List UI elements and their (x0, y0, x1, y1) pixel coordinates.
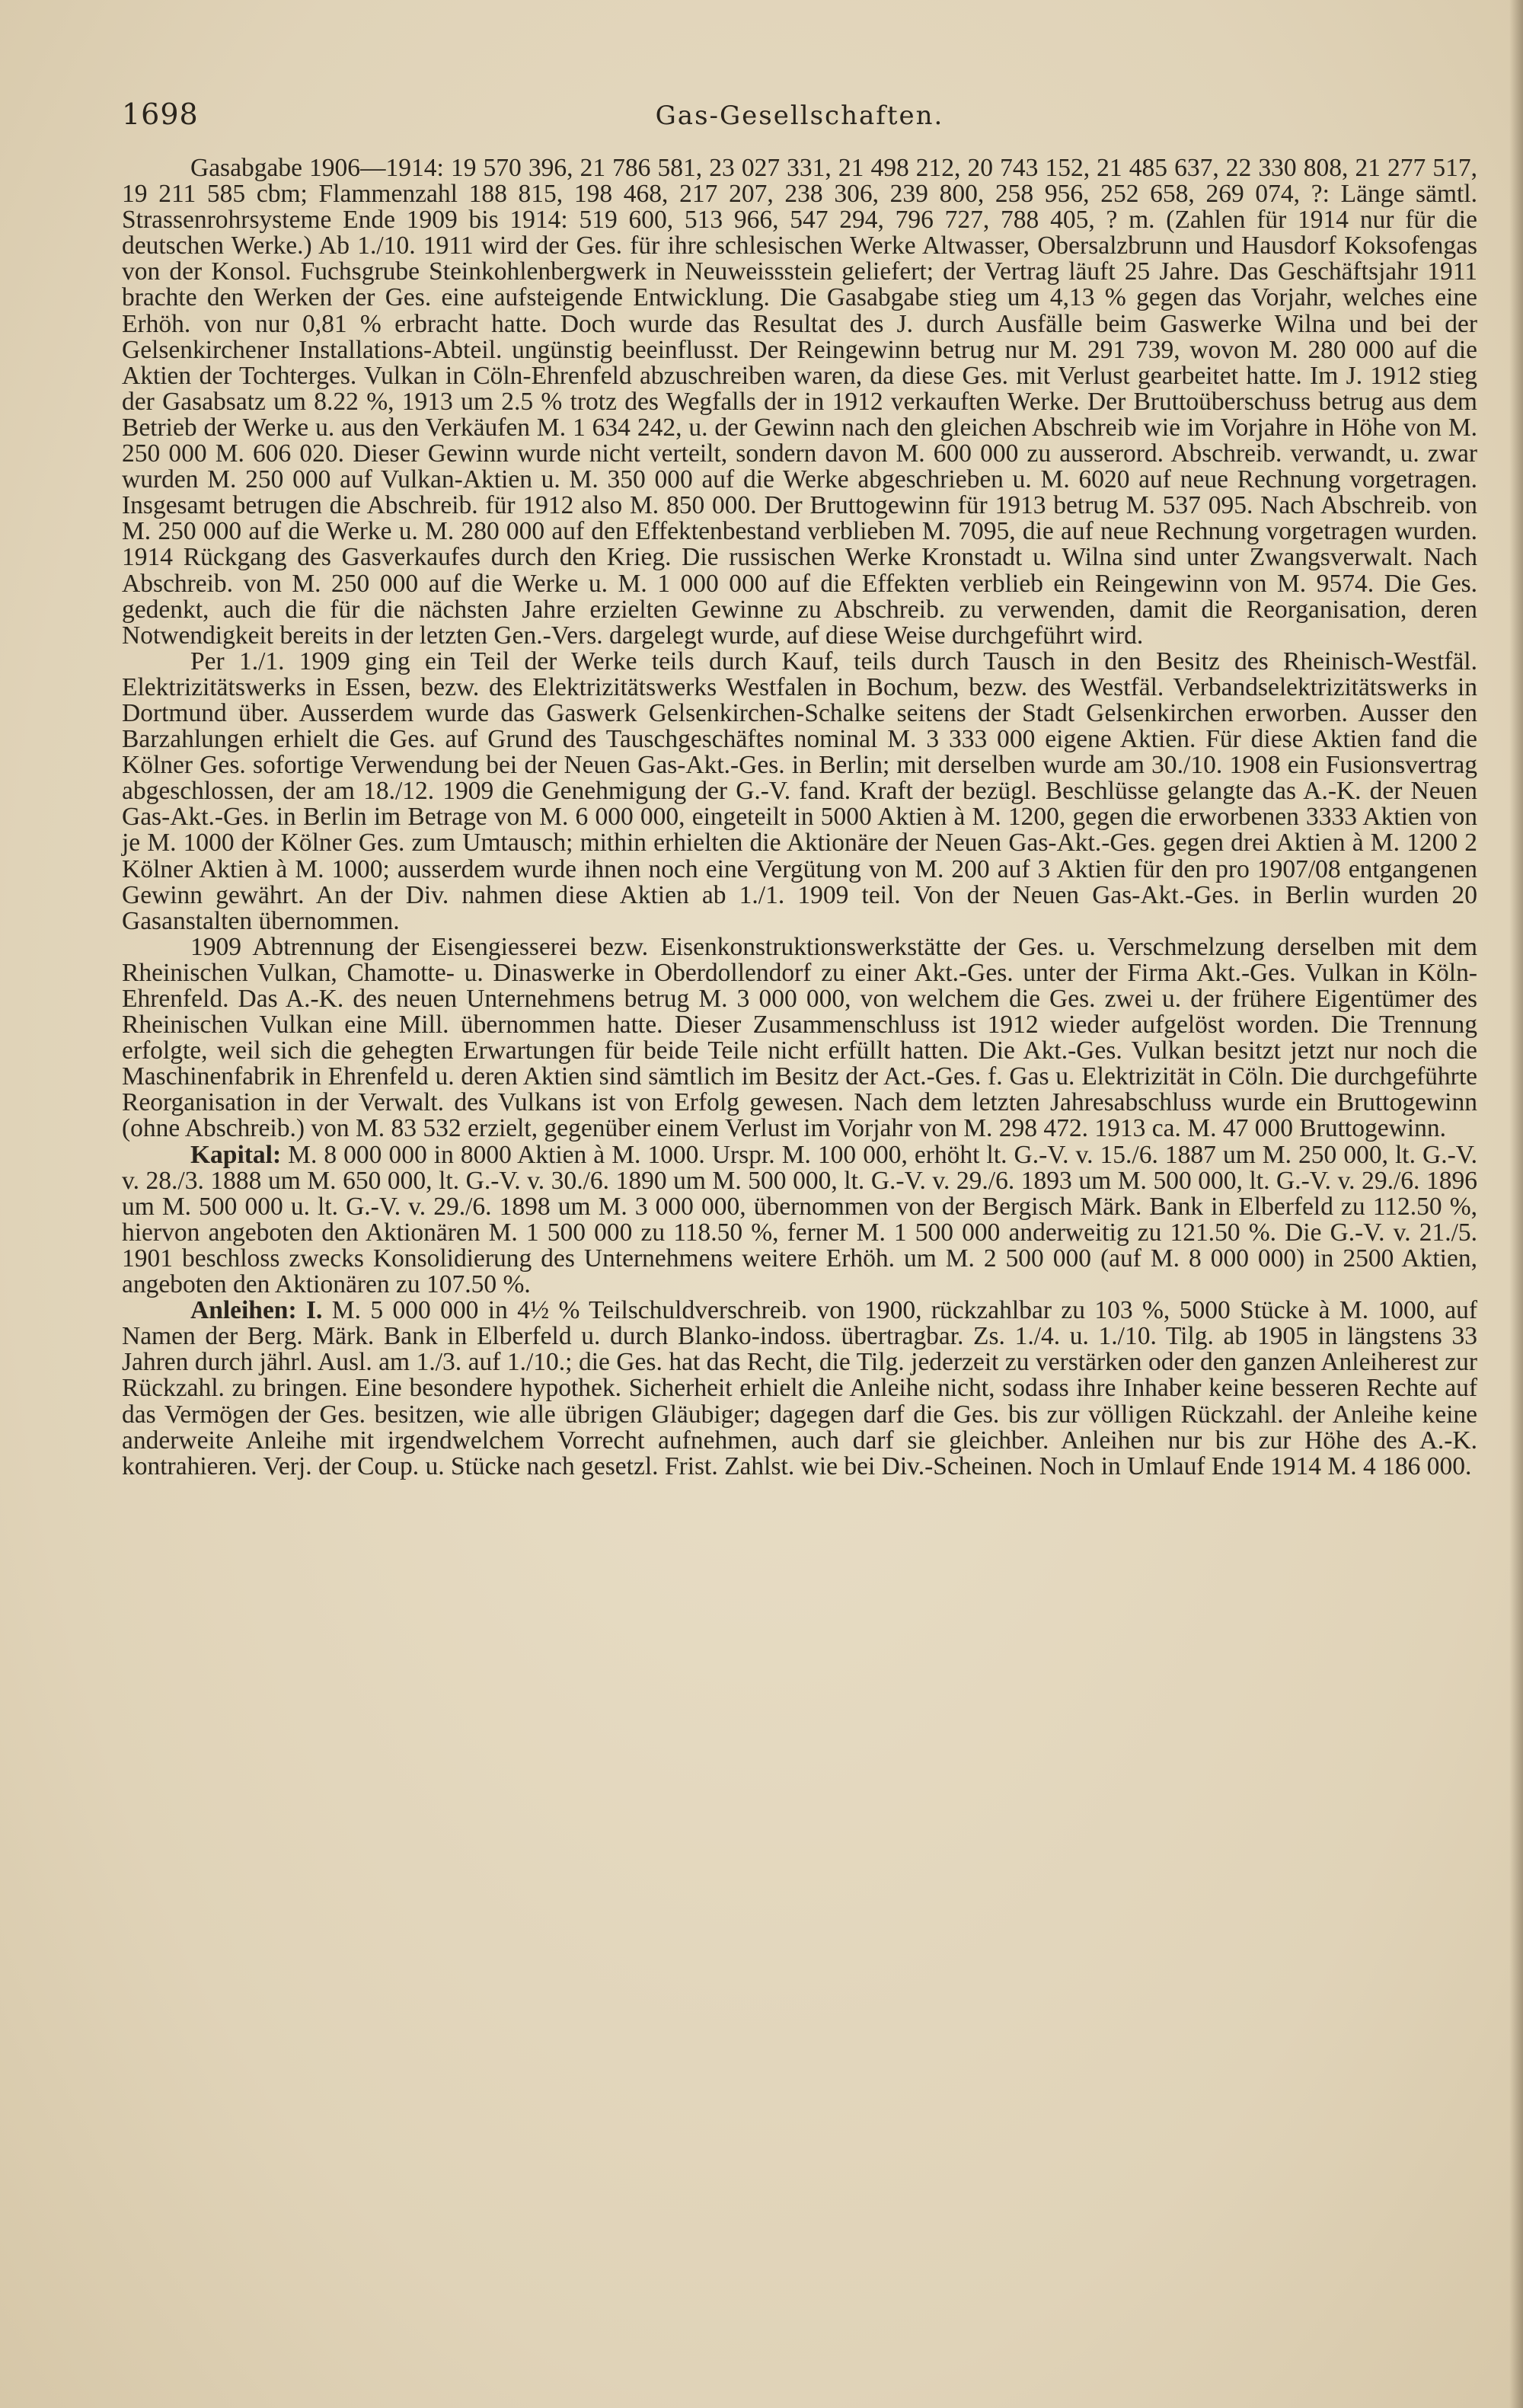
page-number: 1698 (122, 97, 199, 131)
running-title: Gas-Gesellschaften. (655, 101, 944, 131)
kapital-text: M. 8 000 000 in 8000 Aktien à M. 1000. Urspr. M. 100 000, erhöht lt. G.-V. v. 15./6. 1887 um M. 250 000, lt. G.-V. v. 28./3. 1888 um M. 650 000, lt. G.-V. v. 30./6. 1890 um M. 500 000, lt. G.-V. v. 29./6. 1893 um M. 500 000, lt. G.-V. v. 29./6. 1896 um M. 500 000 u. lt. G.-V. v. 29./6. 1898 um M. 3 000 000, übernommen von der Bergisch Märk. Bank in Elberfeld zu 112.50 %, hiervon angeboten den Aktionären M. 1 500 000 zu 118.50 %, ferner M. 1 500 000 anderweitig zu 121.50 %. Die G.-V. v. 21./5. 1901 beschloss zwecks Konsolidierung des Unternehmens weitere Erhöh. um M. 2 500 000 (auf M. 8 000 000) in 2500 Aktien, angeboten den Aktionären zu 107.50 %. (122, 1140, 1477, 1299)
paragraph-kapital (122, 1142, 1477, 1298)
paragraph-vulkan: 1909 Abtrennung der Eisengiesserei bezw. Eisenkonstruktionswerkstätte der Ges. u. Verschmelzung derselben mit dem Rheinischen Vulkan, Chamotte- u. Dinaswerke in Oberdollendorf zu einer Akt.-Ges. unter der Firma Akt.-Ges. Vulkan in Köln-Ehrenfeld. Das A.-K. des neuen Unternehmens betrug M. 3 000 000, von welchem die Ges. zwei u. der frühere Eigentümer des Rheinischen Vulkan eine Mill. übernommen hatte. Dieser Zusammenschluss ist 1912 wieder aufgelöst worden. Die Trennung erfolgte, weil sich die gehegten Erwartungen für beide Teile nicht erfüllt hatten. Die Akt.-Ges. Vulkan besitzt jetzt nur noch die Maschinenfabrik in Ehrenfeld u. deren Aktien sind sämtlich im Besitz der Act.-Ges. f. Gas u. Elektrizität in Cöln. Die durchgeführte Reorganisation in der Verwalt. des Vulkans ist von Erfolg gewesen. Nach dem letzten Jahresabschluss wurde ein Bruttogewinn (ohne Abschreib.) von M. 83 532 erzielt, gegenüber einem Verlust im Vorjahr von M. 298 472. 1913 ca. M. 47 000 Bruttogewinn. (122, 932, 1477, 1143)
kapital-label: Kapital: (190, 1140, 282, 1169)
paragraph-anleihen (122, 1298, 1477, 1480)
paragraph-gas-output: Gasabgabe 1906—1914: 19 570 396, 21 786 581, 23 027 331, 21 498 212, 20 743 152, 21 485 637, 22 330 808, 21 277 517, 19 211 585 cbm; Flammenzahl 188 815, 198 468, 217 207, 238 306, 239 800, 258 956, 252 658, 269 074, ?: Länge sämtl. Strassenrohrsysteme Ende 1909 bis 1914: 519 600, 513 966, 547 294, 796 727, 788 405, ? m. (Zahlen für 1914 nur für die deutschen Werke.) Ab 1./10. 1911 wird der Ges. für ihre schlesischen Werke Altwasser, Obersalzbrunn und Hausdorf Koksofengas von der Konsol. Fuchsgrube Steinkohlenbergwerk in Neuweissstein geliefert; der Vertrag läuft 25 Jahre. Das Geschäftsjahr 1911 brachte den Werken der Ges. eine aufsteigende Entwicklung. Die Gasabgabe stieg um 4,13 % gegen das Vorjahr, welches eine Erhöh. von nur 0,81 % erbracht hatte. Doch wurde das Resultat des J. durch Ausfälle beim Gaswerke Wilna und bei der Gelsenkirchener Installations-Abteil. ungünstig beeinflusst. Der Reingewinn betrug nur M. 291 739, wovon M. 280 000 auf die Aktien der Tochterges. Vulkan in Cöln-Ehrenfeld abzuschreiben waren, da diese Ges. mit Verlust gearbeitet hatte. Im J. 1912 stieg der Gasabsatz um 8.22 %, 1913 um 2.5 % trotz des Wegfalls der in 1912 verkauften Werke. Der Bruttoüberschuss betrug aus dem Betrieb der Werke u. aus den Verkäufen M. 1 634 242, u. der Gewinn nach den gleichen Abschreib wie im Vorjahre in Höhe von M. 250 000 M. 606 020. Dieser Gewinn wurde nicht verteilt, sondern davon M. 600 000 zu ausserord. Abschreib. verwandt, u. zwar wurden M. 250 000 auf Vulkan-Aktien u. M. 350 000 auf die Werke abgeschrieben u. M. 6020 auf neue Rechnung vorgetragen. Insgesamt betrugen die Abschreib. für 1912 also M. 850 000. Der Bruttogewinn für 1913 betrug M. 537 095. Nach Abschreib. von M. 250 000 auf die Werke u. M. 280 000 auf den Effektenbestand verblieben M. 7095, die auf neue Rechnung vorgetragen wurden. 1914 Rückgang des Gasverkaufes durch den Krieg. Die russischen Werke Kronstadt u. Wilna sind unter Zwangsverwalt. Nach Abschreib. von M. 250 000 auf die Werke u. M. 1 000 000 auf die Effekten verblieb ein Reingewinn von M. 9574. Die Ges. gedenkt, auch die für die nächsten Jahre erzielten Gewinne zu Abschreib. zu verwenden, damit die Reorganisation, deren Notwendigkeit bereits in der letzten Gen.-Vers. dargelegt wurde, auf diese Weise durchgeführt wird. (122, 154, 1477, 650)
body-text (122, 155, 1477, 1480)
page-edge-shadow (1509, 0, 1523, 2408)
anleihen-text: M. 5 000 000 in 4½ % Teilschuldverschreib. von 1900, rückzahlbar zu 103 %, 5000 Stücke à M. 1000, auf Namen der Berg. Märk. Bank in Elberfeld u. durch Blanko-indoss. übertragbar. Zs. 1./4. u. 1./10. Tilg. ab 1905 in längstens 33 Jahren durch jährl. Ausl. am 1./3. auf 1./10.; die Ges. hat das Recht, die Tilg. jederzeit zu verstärken oder den ganzen Anleiherest zur Rückzahl. zu bringen. Eine besondere hypothek. Sicherheit erhielt die Anleihe nicht, sodass ihre Inhaber keine besseren Rechte auf das Vermögen der Ges. besitzen, wie alle übrigen Gläubiger; dagegen darf die Ges. bis zur völligen Rückzahl. der Anleihe keine anderweite Anleihe mit irgendwelchem Vorrecht aufnehmen, auch darf sie gleichber. Anleihen nur bis zur Höhe des A.-K. kontrahieren. Verj. der Coup. u. Stücke nach gesetzl. Frist. Zahlst. wie bei Div.-Scheinen. Noch in Umlauf Ende 1914 M. 4 186 000. (122, 1296, 1477, 1480)
paragraph-exchange-1909: Per 1./1. 1909 ging ein Teil der Werke teils durch Kauf, teils durch Tausch in den Besitz des Rheinisch-Westfäl. Elektrizitätswerks in Essen, bezw. des Elektrizitätswerks Westfalen in Bochum, bezw. des Westfäl. Verbandselektrizitätswerks in Dortmund über. Ausserdem wurde das Gaswerk Gelsenkirchen-Schalke seitens der Stadt Gelsenkirchen erworben. Ausser den Barzahlungen erhielt die Ges. auf Grund des Tauschgeschäftes nominal M. 3 333 000 eigene Aktien. Für diese Aktien fand die Kölner Ges. sofortige Verwendung bei der Neuen Gas-Akt.-Ges. in Berlin; mit derselben wurde am 30./10. 1908 ein Fusionsvertrag abgeschlossen, der am 18./12. 1909 die Genehmigung der G.-V. fand. Kraft der bezügl. Beschlüsse gelangte das A.-K. der Neuen Gas-Akt.-Ges. in Berlin im Betrage von M. 6 000 000, eingeteilt in 5000 Aktien à M. 1200, gegen die erworbenen 3333 Aktien von je M. 1000 der Kölner Ges. zum Umtausch; mithin erhielten die Aktionäre der Neuen Gas-Akt.-Ges. gegen drei Aktien à M. 1200 2 Kölner Aktien à M. 1000; ausserdem wurde ihnen noch eine Vergütung von M. 200 auf 3 Aktien für den pro 1907/08 entgangenen Gewinn gewährt. An der Div. nahmen diese Aktien ab 1./1. 1909 teil. Von der Neuen Gas-Akt.-Ges. in Berlin wurden 20 Gasanstalten übernommen. (122, 647, 1477, 935)
page-header (122, 97, 1477, 136)
anleihen-label: Anleihen: I. (190, 1296, 323, 1325)
